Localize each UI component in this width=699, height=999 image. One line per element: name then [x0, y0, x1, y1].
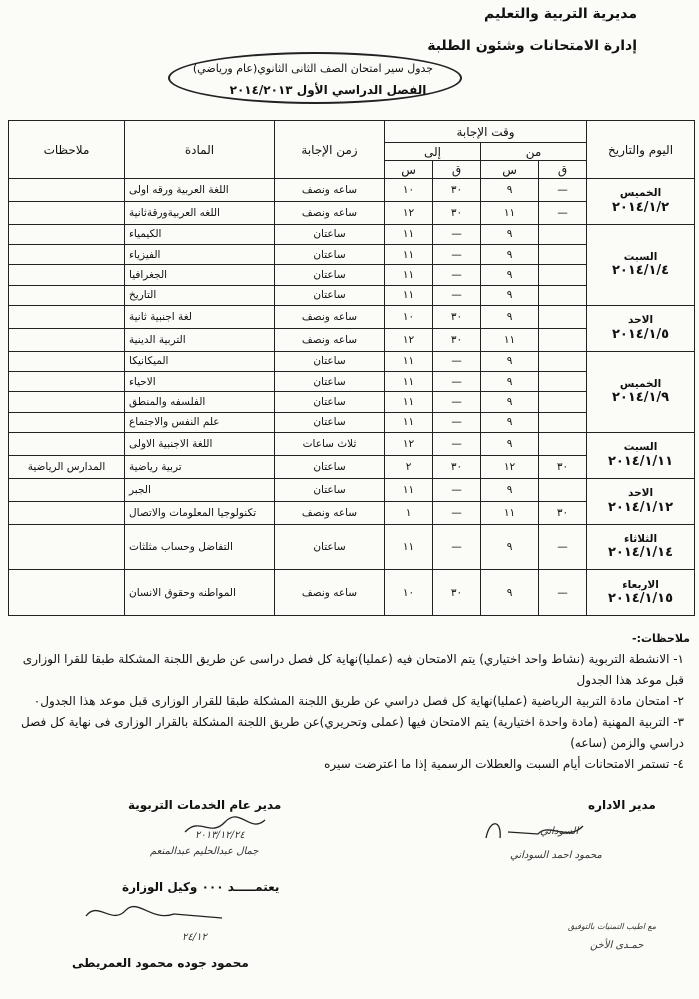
note-cell [9, 501, 125, 524]
exam-schedule-table [8, 120, 695, 616]
note-cell [9, 351, 125, 371]
day-name: الاحد [628, 487, 654, 500]
from-minute-cell: — [539, 524, 587, 570]
exam-date: ٢٠١٤/١/٢ [611, 199, 670, 215]
to-minute-cell: — [433, 501, 481, 524]
duration-cell: ساعتان [275, 455, 385, 478]
to-hour-cell: ١٢ [385, 433, 433, 456]
duration-cell: ساعه ونصف [275, 179, 385, 202]
to-minute-cell: — [433, 433, 481, 456]
header-to: إلى [385, 143, 481, 161]
from-hour-cell: ٩ [481, 306, 539, 329]
from-hour-cell: ٩ [481, 245, 539, 265]
exam-date: ٢٠١٤/١/١١ [608, 453, 674, 469]
to-hour-cell: ١١ [385, 285, 433, 305]
header-from-minute: ق [539, 161, 587, 179]
from-hour-cell: ١١ [481, 501, 539, 524]
header-subject: المادة [125, 121, 275, 179]
subject-cell: الفلسفه والمنطق [125, 392, 275, 412]
from-minute-cell [539, 245, 587, 265]
to-hour-cell: ١١ [385, 372, 433, 392]
to-minute-cell: — [433, 524, 481, 570]
from-minute-cell [539, 224, 587, 244]
from-minute-cell: — [539, 201, 587, 224]
to-hour-cell: ١٠ [385, 179, 433, 202]
services-director-title: مدير عام الخدمات التربوية [128, 798, 282, 812]
from-minute-cell: — [539, 179, 587, 202]
from-minute-cell [539, 433, 587, 456]
day-date-cell [587, 433, 695, 479]
subject-cell: الكيمياء [125, 224, 275, 244]
to-minute-cell: ٣٠ [433, 201, 481, 224]
subject-cell: الاحياء [125, 372, 275, 392]
admin-director-handwritten-signature: السوداني [540, 826, 579, 837]
day-name: السبت [623, 441, 658, 454]
day-name: الاحد [628, 314, 654, 327]
duration-cell: ساعه ونصف [275, 306, 385, 329]
duration-cell: ساعتان [275, 351, 385, 371]
to-minute-cell: ٣٠ [433, 455, 481, 478]
note-cell [9, 524, 125, 570]
header-from: من [481, 143, 587, 161]
to-minute-cell: — [433, 412, 481, 432]
duration-cell: ساعتان [275, 224, 385, 244]
greeting-signer: حمـدى الأخن [590, 940, 644, 951]
note-cell [9, 570, 125, 616]
note-cell [9, 245, 125, 265]
subject-cell: التفاضل وحساب مثلثات [125, 524, 275, 570]
from-minute-cell: — [539, 570, 587, 616]
duration-cell: ساعتان [275, 285, 385, 305]
to-minute-cell: — [433, 245, 481, 265]
subject-cell: لغة اجنبية ثانية [125, 306, 275, 329]
day-date-cell [587, 524, 695, 570]
duration-cell: ساعه ونصف [275, 201, 385, 224]
semester-title: الفصل الدراسي الأول ٢٠١٤/٢٠١٣ [229, 83, 427, 97]
to-hour-cell: ٢ [385, 455, 433, 478]
to-hour-cell: ١٢ [385, 328, 433, 351]
greeting-line: مع اطيب التمنيات بالتوفيق [568, 922, 657, 931]
table-row [9, 224, 695, 244]
to-minute-cell: — [433, 372, 481, 392]
note-item: ٤- تستمر الامتحانات أيام السبت والعطلات الرسمية إذا ما اعترضت سيره [324, 757, 684, 771]
approval-line: يعتمـــــد ٠٠٠ وكيل الوزارة [122, 880, 280, 894]
day-name: الخميس [619, 187, 662, 200]
from-hour-cell: ٩ [481, 412, 539, 432]
to-minute-cell: ٣٠ [433, 179, 481, 202]
duration-cell: ساعتان [275, 478, 385, 501]
table-row [9, 570, 695, 616]
from-minute-cell [539, 265, 587, 285]
from-hour-cell: ١٢ [481, 455, 539, 478]
header-day-date: اليوم والتاريخ [587, 121, 695, 179]
header-notes: ملاحظات [9, 121, 125, 179]
duration-cell: ساعتان [275, 372, 385, 392]
note-cell [9, 179, 125, 202]
subject-cell: التربية الدينية [125, 328, 275, 351]
duration-cell: ساعتان [275, 265, 385, 285]
note-cell [9, 285, 125, 305]
from-minute-cell [539, 412, 587, 432]
to-minute-cell: — [433, 224, 481, 244]
to-hour-cell: ١١ [385, 351, 433, 371]
exam-date: ٢٠١٤/١/١٥ [608, 591, 674, 607]
to-hour-cell: ١٢ [385, 201, 433, 224]
day-name: الاربعاء [622, 578, 659, 591]
from-hour-cell: ٩ [481, 351, 539, 371]
note-cell [9, 201, 125, 224]
note-item: ١- الانشطة التربوية (نشاط واحد اختياري) يتم الامتحان فيه (عمليا)نهاية كل فصل دراسى عن طريق اللجنة المشكلة طبقا للقرا الوزارى قبل موعد هذا الجدول [22, 652, 684, 687]
subject-cell: الميكانيكا [125, 351, 275, 371]
from-minute-cell [539, 372, 587, 392]
from-hour-cell: ٩ [481, 570, 539, 616]
schedule-title: جدول سير امتحان الصف الثانى الثانوي(عام ورياضي) [192, 62, 434, 75]
directorate-title: مديرية التربية والتعليم [484, 6, 637, 22]
note-cell [9, 265, 125, 285]
notes-section [10, 628, 690, 775]
note-cell [9, 224, 125, 244]
deputy-name: محمود جوده محمود العمريطى [72, 956, 249, 970]
note-item: ٣- التربية المهنية (مادة واحدة اختيارية) يتم الامتحان فيها (عملى وتحريري)عن طريق اللجنة المشكلة بالقرار الوزارى فى نهاية كل فصل دراسي والزمن (ساعه) [21, 715, 684, 750]
table-row [9, 351, 695, 371]
from-hour-cell: ٩ [481, 433, 539, 456]
to-hour-cell: ١١ [385, 245, 433, 265]
from-minute-cell [539, 351, 587, 371]
from-hour-cell: ٩ [481, 285, 539, 305]
from-minute-cell: ٣٠ [539, 455, 587, 478]
from-hour-cell: ٩ [481, 224, 539, 244]
notes-title: ملاحظات:- [632, 632, 690, 645]
subject-cell: تربية رياضية [125, 455, 275, 478]
to-minute-cell: — [433, 285, 481, 305]
duration-cell: ساعتان [275, 412, 385, 432]
admin-director-title: مدير الاداره [588, 798, 656, 812]
subject-cell: علم النفس والاجتماع [125, 412, 275, 432]
from-minute-cell [539, 328, 587, 351]
to-hour-cell: ١١ [385, 478, 433, 501]
note-cell [9, 306, 125, 329]
subject-cell: الجبر [125, 478, 275, 501]
duration-cell: ساعه ونصف [275, 328, 385, 351]
subject-cell: اللغة العربية ورقه اولى [125, 179, 275, 202]
services-director-name: جمال عبدالحليم عبدالمنعم [150, 846, 259, 857]
note-cell [9, 392, 125, 412]
day-date-cell [587, 351, 695, 432]
exam-date: ٢٠١٤/١/٥ [611, 326, 670, 342]
from-hour-cell: ٩ [481, 524, 539, 570]
from-hour-cell: ٩ [481, 265, 539, 285]
duration-cell: ساعتان [275, 245, 385, 265]
header-from-hour: س [481, 161, 539, 179]
duration-cell: ساعه ونصف [275, 501, 385, 524]
from-hour-cell: ٩ [481, 179, 539, 202]
exam-date: ٢٠١٤/١/٤ [611, 263, 670, 279]
subject-cell: الفيزياء [125, 245, 275, 265]
to-hour-cell: ١٠ [385, 306, 433, 329]
subject-cell: اللغة الاجنبية الاولى [125, 433, 275, 456]
to-hour-cell: ١١ [385, 224, 433, 244]
to-hour-cell: ١٠ [385, 570, 433, 616]
exam-date: ٢٠١٤/١/٩ [611, 390, 670, 406]
from-minute-cell [539, 478, 587, 501]
from-hour-cell: ٩ [481, 478, 539, 501]
from-minute-cell: ٣٠ [539, 501, 587, 524]
duration-cell: ساعتان [275, 524, 385, 570]
from-minute-cell [539, 392, 587, 412]
admin-director-name: محمود احمد السوداني [510, 850, 602, 861]
to-minute-cell: — [433, 265, 481, 285]
header-to-hour: س [385, 161, 433, 179]
day-date-cell [587, 570, 695, 616]
to-hour-cell: ١١ [385, 265, 433, 285]
day-name: الخميس [619, 377, 662, 390]
to-minute-cell: — [433, 392, 481, 412]
note-cell [9, 478, 125, 501]
to-minute-cell: ٣٠ [433, 570, 481, 616]
subject-cell: اللغه العربيةورقةثانية [125, 201, 275, 224]
deputy-signature [82, 896, 232, 930]
day-date-cell [587, 306, 695, 352]
day-name: السبت [623, 250, 658, 263]
duration-cell: ثلاث ساعات [275, 433, 385, 456]
note-cell [9, 328, 125, 351]
note-cell [9, 412, 125, 432]
from-hour-cell: ١١ [481, 328, 539, 351]
subject-cell: المواطنه وحقوق الانسان [125, 570, 275, 616]
note-cell [9, 433, 125, 456]
table-row [9, 433, 695, 456]
to-hour-cell: ١١ [385, 524, 433, 570]
table-row [9, 524, 695, 570]
from-minute-cell [539, 285, 587, 305]
subject-cell: الجغرافيا [125, 265, 275, 285]
exam-date: ٢٠١٤/١/١٤ [608, 545, 674, 561]
to-minute-cell: — [433, 351, 481, 371]
services-director-date: ٢٠١٣/١٢/٢٤ [195, 830, 245, 841]
note-cell [9, 372, 125, 392]
table-row [9, 179, 695, 202]
from-hour-cell: ١١ [481, 201, 539, 224]
duration-cell: ساعتان [275, 392, 385, 412]
schedule-body [9, 179, 695, 616]
to-minute-cell: ٣٠ [433, 328, 481, 351]
to-hour-cell: ١ [385, 501, 433, 524]
day-date-cell [587, 478, 695, 524]
day-date-cell [587, 224, 695, 305]
duration-cell: ساعه ونصف [275, 570, 385, 616]
exam-date: ٢٠١٤/١/١٢ [608, 499, 674, 515]
to-hour-cell: ١١ [385, 412, 433, 432]
day-name: الثلاثاء [624, 532, 658, 545]
table-row [9, 306, 695, 329]
table-row [9, 478, 695, 501]
note-item: ٢- امتحان مادة التربية الرياضية (عمليا)نهاية كل فصل دراسي عن طريق اللجنة المشكلة طبقا للقرار الوزارى قبل موعد هذا الجدول٠ [33, 694, 684, 708]
to-minute-cell: — [433, 478, 481, 501]
header-answer-time: وقت الإجابة [385, 121, 587, 143]
from-hour-cell: ٩ [481, 372, 539, 392]
note-cell: المدارس الرياضية [9, 455, 125, 478]
from-minute-cell [539, 306, 587, 329]
to-minute-cell: ٣٠ [433, 306, 481, 329]
subject-cell: التاريخ [125, 285, 275, 305]
to-hour-cell: ١١ [385, 392, 433, 412]
subject-cell: تكنولوجيا المعلومات والاتصال [125, 501, 275, 524]
deputy-date: ٢٤/١٢ [182, 932, 207, 943]
header-duration: زمن الإجابة [275, 121, 385, 179]
from-hour-cell: ٩ [481, 392, 539, 412]
header-to-minute: ق [433, 161, 481, 179]
day-date-cell [587, 179, 695, 225]
department-title: إدارة الامتحانات وشئون الطلبة [427, 38, 637, 54]
